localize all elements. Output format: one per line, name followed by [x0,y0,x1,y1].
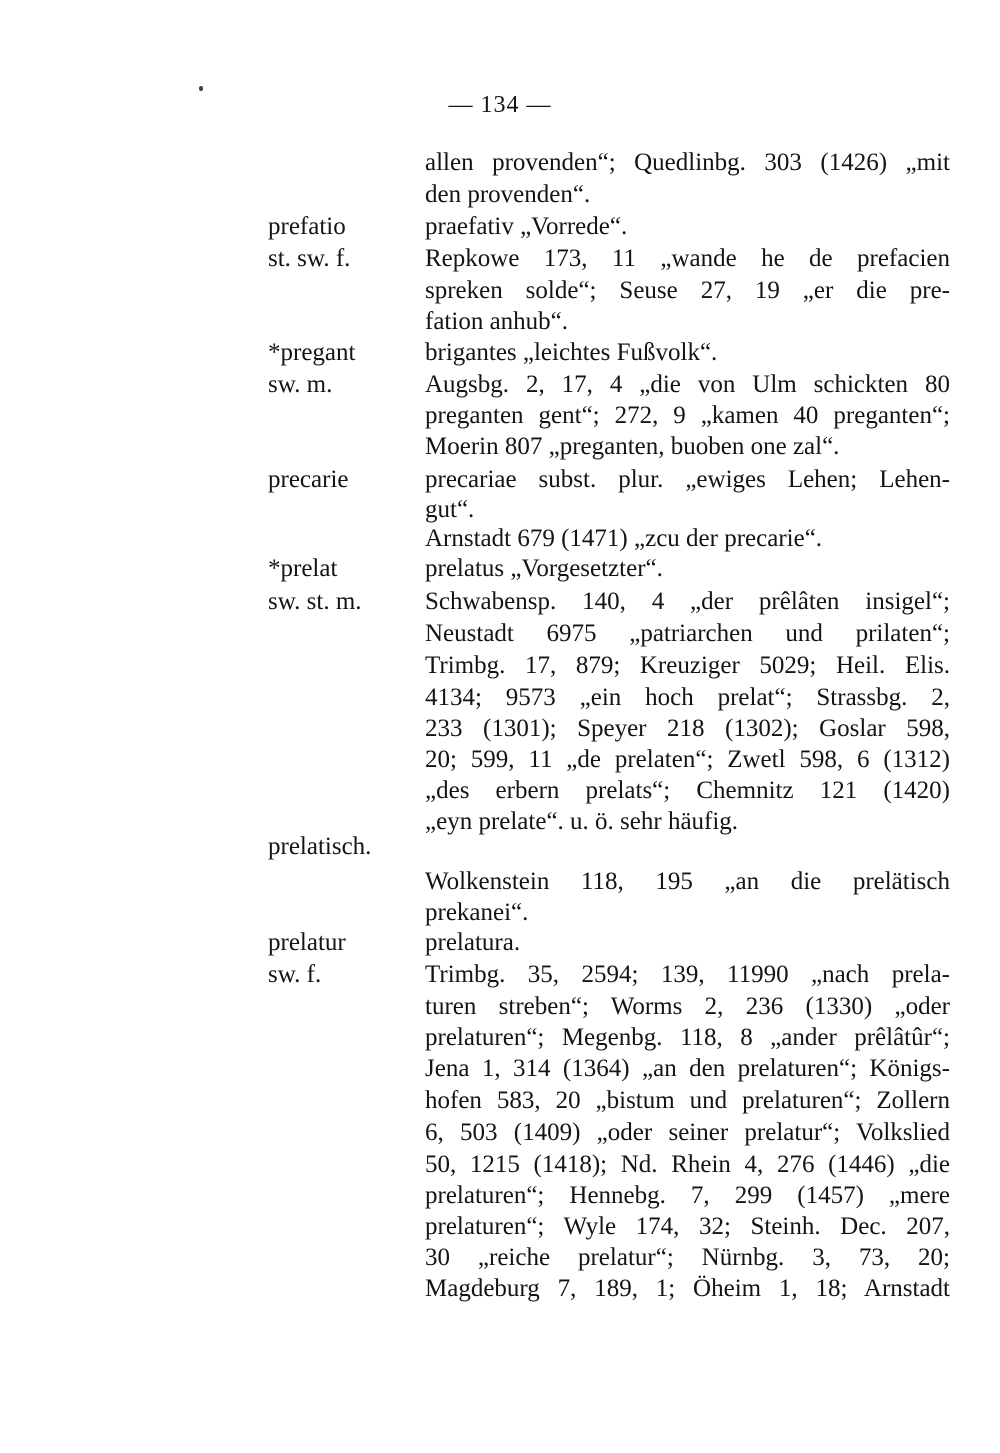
text-line: 50, 1215 (1418); Nd. Rhein 4, 276 (1446) „die [425,1151,950,1178]
margin-headword: sw. m. [268,371,333,398]
text-line: Moerin 807 „preganten, buoben one zal“. [425,433,840,460]
text-line: turen streben“; Worms 2, 236 (1330) „oder [425,993,950,1020]
text-line: prelaturen“; Wyle 174, 32; Steinh. Dec. 207, [425,1213,950,1240]
text-line: precariae subst. plur. „ewiges Lehen; Lehen- [425,466,950,493]
text-line: prekanei“. [425,899,529,926]
text-line: fation anhub“. [425,308,569,335]
text-line: prelaturen“; Megenbg. 118, 8 „ander prêlâtûr“; [425,1024,950,1051]
text-line: gut“. [425,496,475,523]
margin-headword: prelatur [268,929,346,956]
text-line: prelaturen“; Hennebg. 7, 299 (1457) „mere [425,1182,950,1209]
text-line: preganten gent“; 272, 9 „kamen 40 preganten“; [425,402,950,429]
text-line: brigantes „leichtes Fußvolk“. [425,339,718,366]
text-line: Trimbg. 35, 2594; 139, 11990 „nach prela- [425,961,950,988]
margin-headword: precarie [268,466,349,493]
text-line: Trimbg. 17, 879; Kreuziger 5029; Heil. Elis. [425,652,950,679]
text-line: spreken solde“; Seuse 27, 19 „er die pre- [425,277,950,304]
text-line: den provenden“. [425,181,591,208]
margin-headword: st. sw. f. [268,245,351,272]
text-line: Wolkenstein 118, 195 „an die prelätisch [425,868,950,895]
page-number: — 134 — [448,92,552,118]
text-line: 6, 503 (1409) „oder seiner prelatur“; Volkslied [425,1119,950,1146]
text-line: „eyn prelate“. u. ö. sehr häufig. [425,808,739,835]
text-line: „des erbern prelats“; Chemnitz 121 (1420) [425,777,950,804]
text-line: 233 (1301); Speyer 218 (1302); Goslar 598, [425,715,950,742]
margin-headword: sw. f. [268,961,322,988]
margin-headword: prelatisch. [268,833,372,860]
text-line: 30 „reiche prelatur“; Nürnbg. 3, 73, 20; [425,1244,950,1271]
margin-headword: *pregant [268,339,356,366]
text-line: 4134; 9573 „ein hoch prelat“; Strassbg. 2, [425,684,950,711]
text-line: Jena 1, 314 (1364) „an den prelaturen“; Königs- [425,1055,950,1082]
margin-headword: sw. st. m. [268,588,362,615]
text-line: Repkowe 173, 11 „wande he de prefacien [425,245,950,272]
stray-ink-mark [199,86,203,91]
text-line: prelatura. [425,929,521,956]
text-line: praefativ „Vorrede“. [425,213,628,240]
text-line: allen provenden“; Quedlinbg. 303 (1426) „mit [425,149,950,176]
text-line: Schwabensp. 140, 4 „der prêlâten insigel“; [425,588,950,615]
text-line: hofen 583, 20 „bistum und prelaturen“; Zollern [425,1087,950,1114]
text-line: 20; 599, 11 „de prelaten“; Zwetl 598, 6 (1312) [425,746,950,773]
text-line: prelatus „Vorgesetzter“. [425,555,663,582]
text-line: Magdeburg 7, 189, 1; Öheim 1, 18; Arnstadt [425,1275,950,1302]
text-line: Augsbg. 2, 17, 4 „die von Ulm schickten 80 [425,371,950,398]
text-line: Arnstadt 679 (1471) „zcu der precarie“. [425,525,823,552]
text-line: Neustadt 6975 „patriarchen und prilaten“; [425,620,950,647]
margin-headword: *prelat [268,555,338,582]
margin-headword: prefatio [268,213,346,240]
